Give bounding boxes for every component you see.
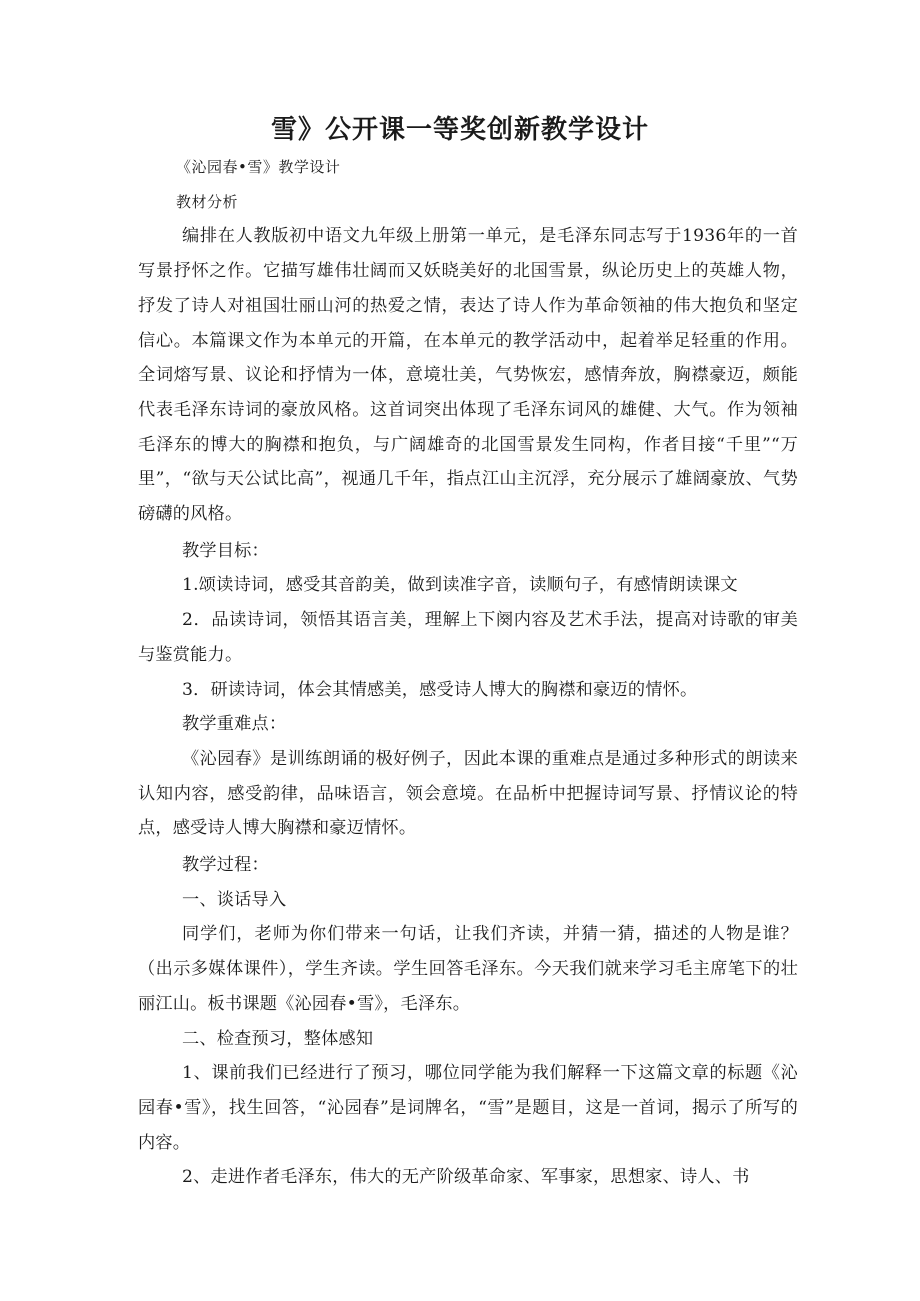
step2-heading: 二、检查预习，整体感知 [182, 1028, 374, 1049]
key-points-heading: 教学重难点： [182, 714, 287, 735]
subtitle: 《沁园春•雪》教学设计 [176, 158, 341, 176]
step2-item-1: 1、课前我们已经进行了预习，哪位同学能为我们解释一下这篇文章的标题《沁园春•雪》，找生回答，“沁园春”是词牌名，“雪”是题目，这是一首词，揭示了所写的内容。 [138, 1063, 798, 1153]
analysis-paragraph: 编排在人教版初中语文九年级上册第一单元，是毛泽东同志写于1936年的一首写景抒怀之作。它描写雄伟壮阔而又妖晓美好的北国雪景，纵论历史上的英雄人物，抒发了诗人对祖国壮丽山河的热爱之情，表达了诗人作为革命领袖的伟大抱负和坚定信心。本篇课文作为本单元的开篇，在本单元的教学活动中，起着举足轻重的作用。全词熔写景、议论和抒情为一体，意境壮美，气势恢宏，感情奔放，胸襟豪迈，颇能代表毛泽东诗词的豪放风格。这首词突出体现了毛泽东词风的雄健、大气。作为领袖毛泽东的博大的胸襟和抱负，与广阔雄奇的北国雪景发生同构，作者目接“千里”“万里”，“欲与天公试比高”，视通几千年，指点江山主沉浮，充分展示了雄阔豪放、气势磅礴的风格。 [138, 226, 798, 525]
goal-item-1: 1.颂读诗词，感受其音韵美，做到读准字音，读顺句子，有感情朗读课文 [182, 575, 738, 596]
process-heading: 教学过程： [182, 855, 269, 876]
step1-heading: 一、谈话导入 [182, 889, 287, 910]
document-body [138, 150, 798, 1195]
goal-item-3: 3．研读诗词，体会其情感美，感受诗人博大的胸襟和豪迈的情怀。 [182, 679, 698, 700]
step1-paragraph: 同学们，老师为你们带来一句话，让我们齐读，并猜一猜，描述的人物是谁？（出示多媒体课件），学生齐读。学生回答毛泽东。今天我们就来学习毛主席笔下的壮丽江山。板书课题《沁园春•雪》，毛泽东。 [138, 924, 798, 1014]
step2-item-2: 2、走进作者毛泽东，伟大的无产阶级革命家、军事家，思想家、诗人、书 [182, 1167, 750, 1188]
key-points-paragraph: 《沁园春》是训练朗诵的极好例子，因此本课的重难点是通过多种形式的朗读来认知内容，感受韵律，品味语言，领会意境。在品析中把握诗词写景、抒情议论的特点，感受诗人博大胸襟和豪迈情怀。 [138, 748, 798, 839]
goal-item-2: 2．品读诗词，领悟其语言美，理解上下阕内容及艺术手法，提高对诗歌的审美与鉴赏能力。 [138, 610, 798, 665]
goals-heading: 教学目标： [182, 540, 269, 561]
analysis-heading: 教材分析 [176, 192, 239, 211]
document-title: 雪》公开课一等奖创新教学设计 [270, 115, 649, 145]
